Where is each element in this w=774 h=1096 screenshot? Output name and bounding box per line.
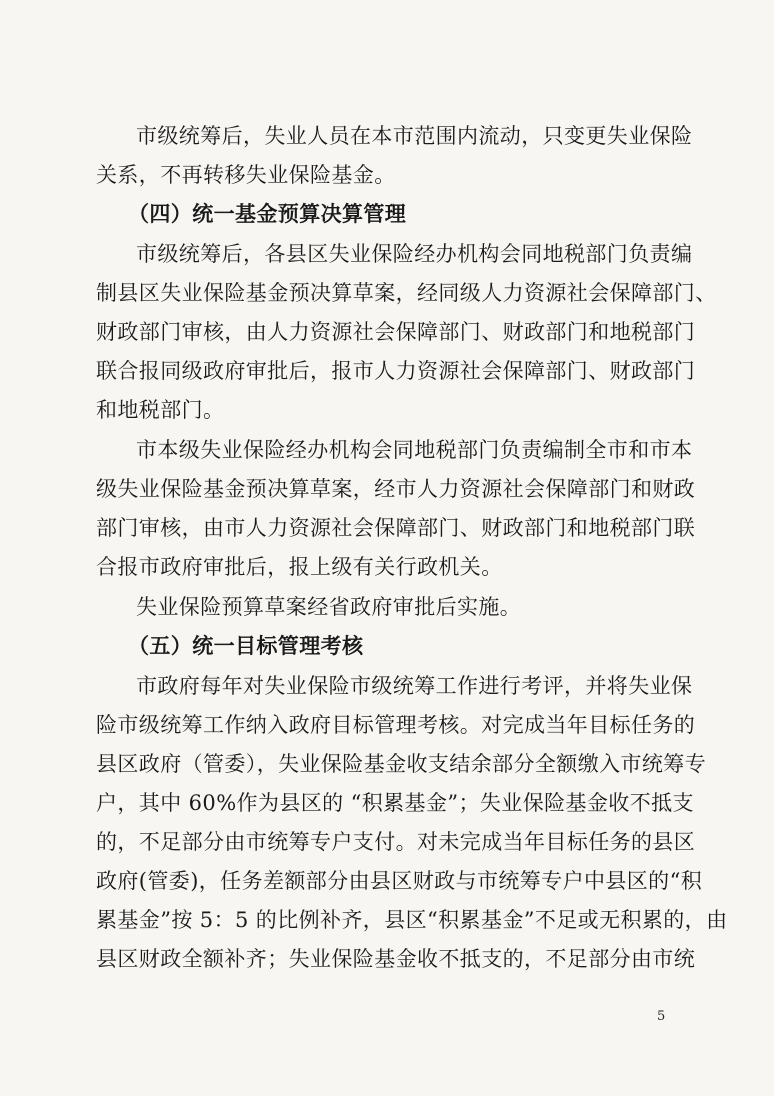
paragraph-line: 联合报同级政府审批后，报市人力资源社会保障部门、财政部门 (96, 359, 696, 383)
paragraph-line: 的，不足部分由市统筹专户支付。对未完成当年目标任务的县区 (96, 830, 696, 854)
paragraph-line: 县区政府（管委），失业保险基金收支结余部分全额缴入市统筹专 (96, 752, 707, 776)
paragraph-line: 市政府每年对失业保险市级统筹工作进行考评，并将失业保 (136, 674, 693, 698)
paragraph-line: 累基金”按 5：5 的比例补齐，县区“积累基金”不足或无积累的，由 (96, 908, 728, 932)
paragraph-line: 合报市政府审批后，报上级有关行政机关。 (96, 555, 503, 579)
paragraph-line: 财政部门审核，由人力资源社会保障部门、财政部门和地税部门 (96, 320, 696, 344)
paragraph-line: 市本级失业保险经办机构会同地税部门负责编制全市和市本 (136, 438, 693, 462)
paragraph-line: 关系，不再转移失业保险基金。 (96, 163, 396, 187)
paragraph-line: 政府(管委)，任务差额部分由县区财政与市统筹专户中县区的“积 (96, 869, 703, 893)
paragraph-line: 制县区失业保险基金预决算草案，经同级人力资源社会保障部门、 (96, 281, 717, 305)
paragraph-line: 险市级统筹工作纳入政府目标管理考核。对完成当年目标任务的 (96, 713, 696, 737)
paragraph-line: 部门审核，由市人力资源社会保障部门、财政部门和地税部门联 (96, 516, 696, 540)
section-heading: （四）统一基金预算决算管理 (128, 201, 407, 226)
paragraph-line: 级失业保险基金预决算草案，经市人力资源社会保障部门和财政 (96, 477, 696, 501)
section-heading: （五）统一目标管理考核 (128, 633, 364, 658)
paragraph-line: 市级统筹后，各县区失业保险经办机构会同地税部门负责编 (136, 242, 693, 266)
paragraph-line: 市级统筹后，失业人员在本市范围内流动，只变更失业保险 (136, 124, 693, 148)
paragraph-line: 户，其中 60%作为县区的 “积累基金”；失业保险基金收不抵支 (96, 791, 694, 815)
page-number: 5 (657, 1009, 666, 1024)
paragraph-line: 县区财政全额补齐；失业保险基金收不抵支的，不足部分由市统 (96, 947, 696, 971)
paragraph-line: 和地税部门。 (96, 398, 225, 422)
paragraph-line: 失业保险预算草案经省政府审批后实施。 (136, 595, 522, 619)
